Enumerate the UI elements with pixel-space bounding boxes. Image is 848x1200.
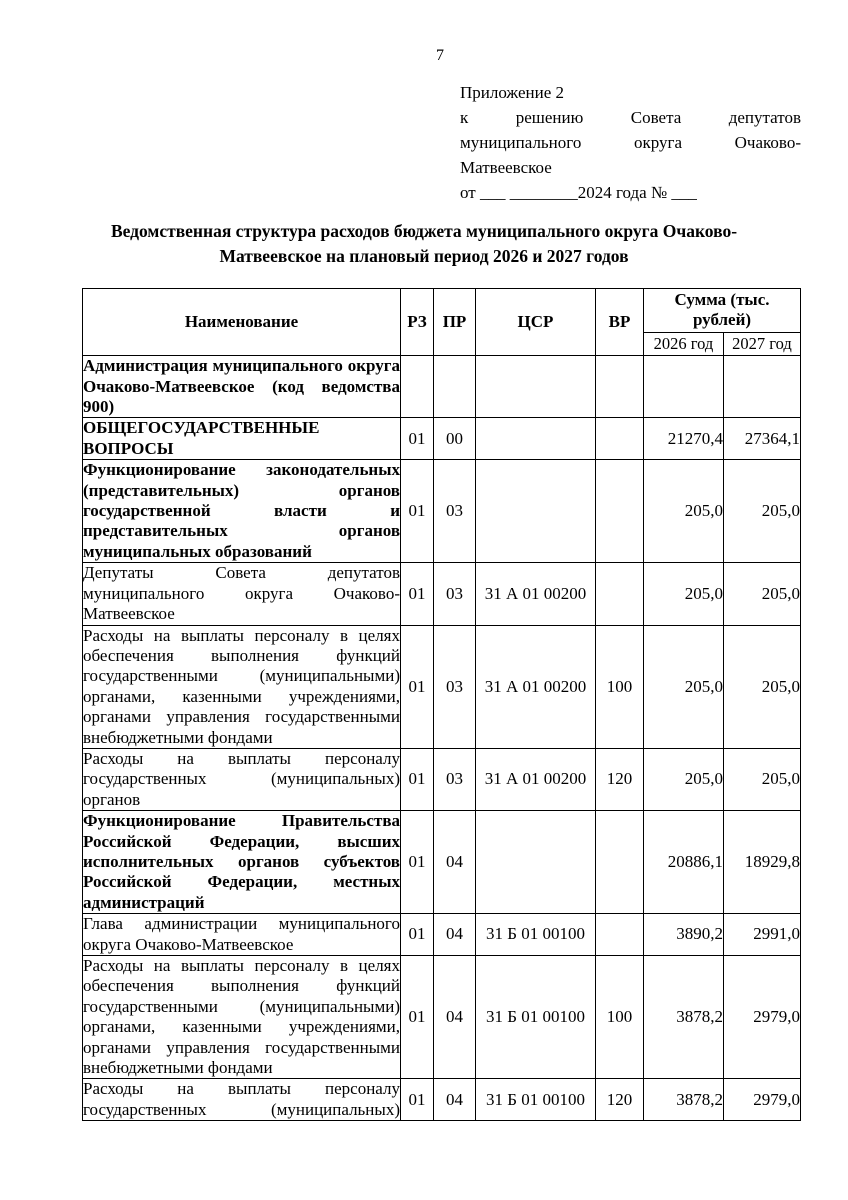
col-header-rz: РЗ xyxy=(401,289,434,356)
row-vr-cell xyxy=(596,563,644,625)
row-vr-cell: 120 xyxy=(596,748,644,810)
row-csr-cell xyxy=(476,460,596,563)
appendix-line: муниципального округа Очаково- xyxy=(460,133,801,152)
row-csr-cell xyxy=(476,418,596,460)
row-vr-cell: 120 xyxy=(596,1079,644,1121)
row-sum-2027-cell: 205,0 xyxy=(724,748,801,810)
row-sum-2027-cell xyxy=(724,356,801,418)
row-csr-cell xyxy=(476,356,596,418)
table-row xyxy=(83,748,801,810)
row-vr-cell xyxy=(596,356,644,418)
row-vr-cell xyxy=(596,418,644,460)
row-pr-cell: 04 xyxy=(434,811,476,914)
row-pr-cell: 04 xyxy=(434,914,476,956)
row-vr-cell xyxy=(596,460,644,563)
row-sum-2026-cell: 205,0 xyxy=(644,748,724,810)
row-rz-cell xyxy=(401,356,434,418)
appendix-line: Матвеевское xyxy=(460,158,552,177)
col-header-2026: 2026 год xyxy=(644,332,724,355)
row-pr-cell: 04 xyxy=(434,956,476,1079)
col-header-vr: ВР xyxy=(596,289,644,356)
row-sum-2027-cell: 205,0 xyxy=(724,625,801,748)
row-csr-cell: 31 Б 01 00100 xyxy=(476,1079,596,1121)
row-rz-cell: 01 xyxy=(401,914,434,956)
row-csr-cell: 31 А 01 00200 xyxy=(476,563,596,625)
row-sum-2026-cell xyxy=(644,356,724,418)
col-header-2027: 2027 год xyxy=(724,332,801,355)
row-sum-2027-cell: 2991,0 xyxy=(724,914,801,956)
table-row xyxy=(83,460,801,563)
row-pr-cell xyxy=(434,356,476,418)
row-name-cell: Расходы на выплаты персоналу государственных (муниципальных) xyxy=(83,1079,400,1119)
page-number: 7 xyxy=(436,47,444,64)
row-sum-2026-cell: 3878,2 xyxy=(644,1079,724,1121)
row-sum-2027-cell: 27364,1 xyxy=(724,418,801,460)
row-vr-cell xyxy=(596,914,644,956)
col-header-pr: ПР xyxy=(434,289,476,356)
row-vr-cell: 100 xyxy=(596,625,644,748)
row-rz-cell: 01 xyxy=(401,418,434,460)
col-header-csr: ЦСР xyxy=(476,289,596,356)
row-pr-cell: 03 xyxy=(434,460,476,563)
row-csr-cell: 31 А 01 00200 xyxy=(476,625,596,748)
table-row xyxy=(83,1079,801,1121)
col-header-name: Наименование xyxy=(83,289,401,356)
row-sum-2027-cell: 2979,0 xyxy=(724,956,801,1079)
row-sum-2026-cell: 3890,2 xyxy=(644,914,724,956)
row-csr-cell: 31 Б 01 00100 xyxy=(476,956,596,1079)
row-sum-2027-cell: 18929,8 xyxy=(724,811,801,914)
appendix-line: от ___ ________2024 года № ___ xyxy=(460,183,697,202)
row-rz-cell: 01 xyxy=(401,1079,434,1121)
row-rz-cell: 01 xyxy=(401,563,434,625)
row-sum-2026-cell: 3878,2 xyxy=(644,956,724,1079)
appendix-line: Приложение 2 xyxy=(460,83,564,102)
row-rz-cell: 01 xyxy=(401,956,434,1079)
row-name-cell: Депутаты Совета депутатов муниципального округа Очаково-Матвеевское xyxy=(83,563,400,624)
appendix-block xyxy=(460,80,801,205)
row-pr-cell: 00 xyxy=(434,418,476,460)
row-sum-2027-cell: 205,0 xyxy=(724,460,801,563)
row-sum-2026-cell: 205,0 xyxy=(644,563,724,625)
row-sum-2026-cell: 205,0 xyxy=(644,625,724,748)
row-pr-cell: 04 xyxy=(434,1079,476,1121)
row-pr-cell: 03 xyxy=(434,748,476,810)
row-name-cell: Функционирование законодательных (представительных) органов государственной власти и представительных органов муниципальных образований xyxy=(83,460,400,561)
row-name-cell: Расходы на выплаты персоналу в целях обеспечения выполнения функций государственными (муниципальными) органами, казенными учреждениями, органами управления государственными внебюджетными фондами xyxy=(83,625,400,747)
table-header-row xyxy=(83,289,801,333)
row-name-cell: Расходы на выплаты персоналу государственных (муниципальных) органов xyxy=(83,748,400,809)
document-title: Ведомственная структура расходов бюджета муниципального округа Очаково-Матвеевское на плановый период 2026 и 2027 годов xyxy=(110,221,738,266)
budget-table xyxy=(82,288,801,1121)
table-row xyxy=(83,418,801,460)
row-vr-cell xyxy=(596,811,644,914)
row-csr-cell xyxy=(476,811,596,914)
table-row xyxy=(83,356,801,418)
table-row xyxy=(83,563,801,625)
row-sum-2026-cell: 21270,4 xyxy=(644,418,724,460)
table-row xyxy=(83,914,801,956)
row-sum-2027-cell: 2979,0 xyxy=(724,1079,801,1121)
table-row xyxy=(83,811,801,914)
row-pr-cell: 03 xyxy=(434,563,476,625)
row-csr-cell: 31 А 01 00200 xyxy=(476,748,596,810)
row-sum-2027-cell: 205,0 xyxy=(724,563,801,625)
row-sum-2026-cell: 20886,1 xyxy=(644,811,724,914)
table-row xyxy=(83,625,801,748)
appendix-line: к решению Совета депутатов xyxy=(460,108,801,127)
row-rz-cell: 01 xyxy=(401,811,434,914)
row-name-cell: Глава администрации муниципального округа Очаково-Матвеевское xyxy=(83,914,400,954)
row-name-cell: Расходы на выплаты персоналу в целях обеспечения выполнения функций государственными (муниципальными) органами, казенными учреждениями, органами управления государственными внебюджетными фондами xyxy=(83,956,400,1078)
row-pr-cell: 03 xyxy=(434,625,476,748)
row-sum-2026-cell: 205,0 xyxy=(644,460,724,563)
row-rz-cell: 01 xyxy=(401,625,434,748)
row-name-cell: Функционирование Правительства Российской Федерации, высших исполнительных органов субъектов Российской Федерации, местных администраций xyxy=(83,811,400,912)
col-header-sum: Сумма (тыс. рублей) xyxy=(644,289,801,333)
row-name-cell: ОБЩЕГОСУДАРСТВЕННЫЕ ВОПРОСЫ xyxy=(83,418,401,460)
row-rz-cell: 01 xyxy=(401,460,434,563)
row-vr-cell: 100 xyxy=(596,956,644,1079)
row-rz-cell: 01 xyxy=(401,748,434,810)
row-csr-cell: 31 Б 01 00100 xyxy=(476,914,596,956)
row-name-cell: Администрация муниципального округа Очаково-Матвеевское (код ведомства 900) xyxy=(83,356,400,417)
table-row xyxy=(83,956,801,1079)
